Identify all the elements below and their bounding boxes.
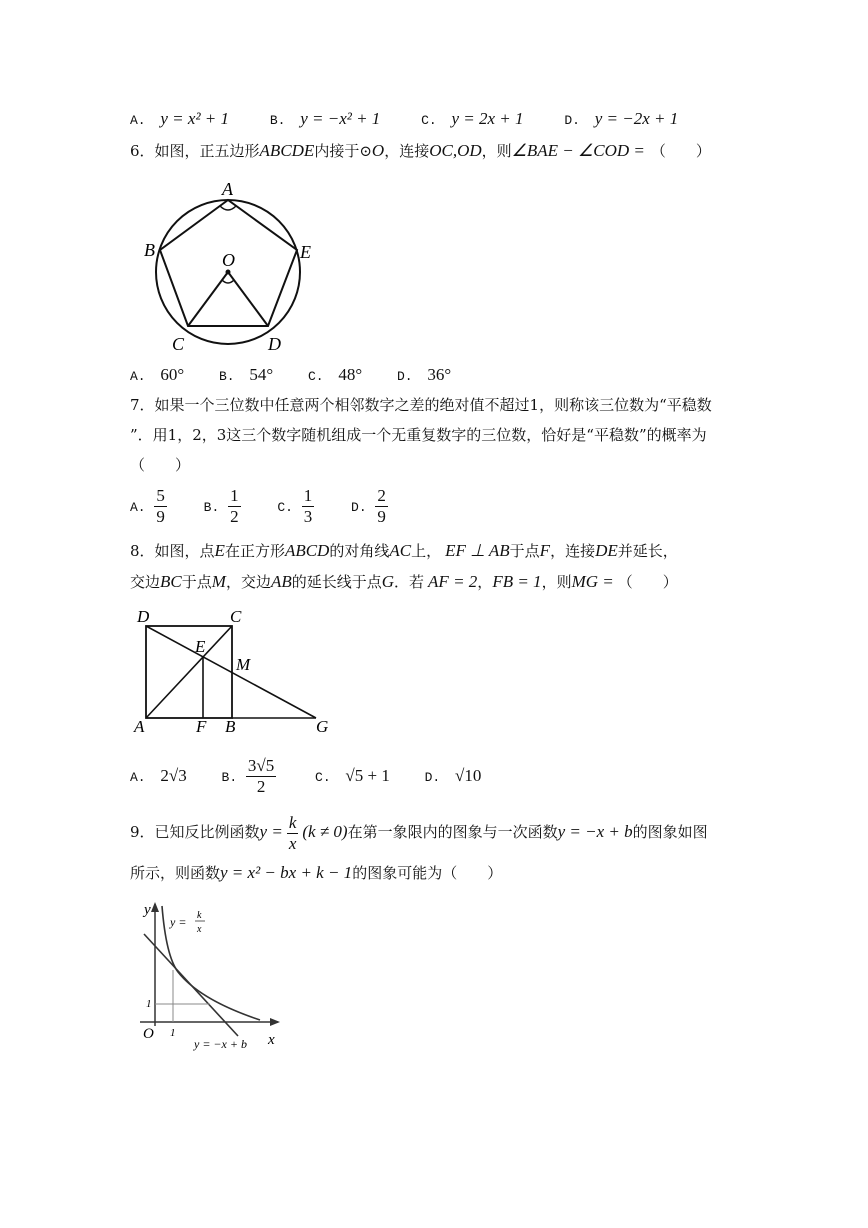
q7-stem-line1: 7．如果一个三位数中任意两个相邻数字之差的绝对值不超过1，则称该三位数为“平稳数 bbox=[130, 396, 712, 414]
q7-option-c-num: 1 bbox=[303, 486, 313, 505]
q8-l1-m1: E bbox=[214, 541, 225, 560]
q9-label-one-y: 1 bbox=[146, 998, 152, 1010]
q8-l2-m7: MG = bbox=[571, 572, 614, 591]
q6-option-d-label: D. bbox=[396, 369, 413, 384]
q5-option-d-label: D. bbox=[564, 113, 580, 128]
q5-option-b: y = −x² + 1 bbox=[300, 109, 381, 128]
q6-stem bbox=[130, 140, 711, 162]
q8-option-b-num: 3√5 bbox=[247, 756, 275, 775]
q7-option-b-label: B. bbox=[203, 499, 220, 515]
q6-option-a-label: A. bbox=[130, 369, 146, 384]
q9-stem-line2 bbox=[130, 862, 502, 884]
q5-option-c: y = 2x + 1 bbox=[451, 109, 524, 128]
q6-option-c-label: C. bbox=[307, 369, 324, 384]
q9-label-x: x bbox=[268, 1032, 275, 1048]
q8-l1-e: 于点 bbox=[509, 542, 540, 560]
q7-option-a-num: 5 bbox=[156, 486, 165, 505]
q8-label-f: F bbox=[196, 717, 207, 736]
q6-stem-math2: O bbox=[371, 141, 385, 160]
q6-option-d: 36° bbox=[427, 365, 452, 384]
q7-option-d-den: 9 bbox=[377, 507, 386, 526]
q9-l1-m3: y = −x + b bbox=[557, 822, 633, 841]
q6-label-e: E bbox=[300, 242, 311, 262]
q8-label-b: B bbox=[225, 717, 236, 736]
q9-l1-a: 9．已知反比例函数 bbox=[130, 823, 260, 841]
q6-label-d: D bbox=[268, 334, 281, 354]
q6-center-dot bbox=[226, 270, 231, 275]
q6-option-b: 54° bbox=[249, 365, 274, 384]
q8-l2-d: 的延长线于点 bbox=[291, 573, 382, 591]
q8-options bbox=[130, 756, 481, 797]
q7-stem-line2: ”．用1，2，3这三个数字随机组成一个无重复数字的三位数，恰好是“平稳数”的概率为 bbox=[130, 426, 707, 444]
q9-l1-fraction bbox=[287, 813, 299, 854]
q5-option-c-label: C. bbox=[421, 113, 437, 128]
q9-linear-line bbox=[144, 934, 238, 1036]
q9-l1-c: 的图象如图 bbox=[632, 823, 708, 841]
q9-l1-m2: (k ≠ 0) bbox=[302, 822, 348, 841]
q8-l2-b: 于点 bbox=[181, 573, 212, 591]
q9-l2-a: 所示，则函数 bbox=[130, 864, 221, 882]
q8-l2-m6: FB = 1 bbox=[492, 572, 542, 591]
q7-option-b-num: 1 bbox=[230, 486, 239, 505]
q8-segment-dg bbox=[146, 626, 316, 718]
q7-option-c-den: 3 bbox=[303, 507, 313, 526]
q8-l2-m5: AF = 2 bbox=[428, 572, 478, 591]
q9-x-axis-arrow bbox=[270, 1018, 280, 1026]
q9-curve-label-lhs: y = bbox=[170, 915, 187, 929]
q7-option-c-label: C. bbox=[277, 499, 293, 515]
q9-stem-line1 bbox=[130, 812, 708, 854]
q8-option-b-label: B. bbox=[221, 769, 238, 785]
q9-l1-m1: y = bbox=[259, 822, 283, 841]
q7-option-b-fraction bbox=[228, 486, 241, 527]
q9-l1-b: 在第一象限内的图象与一次函数 bbox=[347, 823, 558, 841]
q8-l1-f: ，连接 bbox=[550, 542, 596, 560]
q8-l2-m1: BC bbox=[160, 572, 182, 591]
q8-l2-h: （ ） bbox=[617, 573, 678, 591]
q7-option-d-num: 2 bbox=[377, 486, 386, 505]
q8-option-d: √10 bbox=[455, 765, 482, 785]
q8-l1-m5: F bbox=[539, 541, 551, 560]
q9-l2-m1: y = x² − bx + k − 1 bbox=[220, 863, 353, 882]
q6-option-b-label: B. bbox=[218, 369, 235, 384]
q8-l1-c: 的对角线 bbox=[329, 542, 390, 560]
q9-line-label: y = −x + b bbox=[194, 1037, 247, 1051]
q8-label-c: C bbox=[230, 607, 242, 626]
q6-stem-mid2: ，连接 bbox=[384, 142, 430, 160]
q6-stem-math3: OC,OD bbox=[429, 141, 482, 160]
q8-option-c: √5 + 1 bbox=[345, 765, 390, 785]
q8-l2-g: ，则 bbox=[541, 573, 572, 591]
q5-options bbox=[130, 108, 678, 132]
q9-curve-label-den: x bbox=[197, 924, 202, 935]
q6-label-c: C bbox=[172, 334, 185, 354]
q5-option-a: y = x² + 1 bbox=[160, 109, 230, 128]
q8-l1-d: 上， bbox=[411, 542, 442, 560]
q6-label-b: B bbox=[144, 240, 155, 260]
q8-l1-m2: ABCD bbox=[284, 541, 330, 560]
q8-l2-a: 交边 bbox=[130, 573, 161, 591]
q8-l1-g: 并延长， bbox=[617, 542, 678, 560]
q8-option-a-label: A. bbox=[130, 769, 146, 785]
q6-angle-arc-a bbox=[220, 206, 236, 210]
q8-l1-m6: DE bbox=[595, 541, 618, 560]
q5-option-b-label: B. bbox=[269, 113, 286, 128]
q7-option-d-fraction bbox=[375, 486, 388, 527]
q8-stem-line2 bbox=[130, 571, 678, 593]
q6-angle-arc-o bbox=[222, 280, 234, 283]
q9-l2-b: 的图象可能为（ ） bbox=[352, 864, 503, 882]
q6-label-o: O bbox=[222, 250, 235, 270]
q8-l1-b: 在正方形 bbox=[224, 542, 285, 560]
q6-stem-math1: ABCDE bbox=[259, 141, 315, 160]
q8-square-figure bbox=[130, 606, 340, 738]
q8-l2-m4: G bbox=[381, 572, 395, 591]
q6-option-c: 48° bbox=[338, 365, 363, 384]
q7-option-b-den: 2 bbox=[230, 507, 239, 526]
q6-options bbox=[130, 364, 451, 388]
q7-option-d-label: D. bbox=[351, 499, 367, 515]
q9-curve-label-num: k bbox=[197, 910, 202, 921]
q6-stem-mid3: ，则 bbox=[481, 142, 512, 160]
q7-stem-line3: （ ） bbox=[130, 456, 191, 474]
q8-label-e: E bbox=[195, 637, 206, 656]
q5-option-d: y = −2x + 1 bbox=[594, 109, 679, 128]
q9-label-y: y bbox=[144, 902, 151, 918]
q8-option-b-den: 2 bbox=[256, 777, 266, 796]
q9-y-axis-arrow bbox=[151, 902, 159, 912]
q8-l2-m3: AB bbox=[270, 572, 292, 591]
q8-l2-m2: M bbox=[211, 572, 226, 591]
q8-l2-f: ， bbox=[477, 573, 493, 591]
q8-l1-m4: EF ⊥ AB bbox=[445, 541, 510, 560]
q5-option-a-label: A. bbox=[130, 113, 146, 128]
q9-label-origin: O bbox=[143, 1026, 154, 1042]
q9-graph-figure bbox=[130, 896, 290, 1056]
q6-stem-prefix: 6．如图，正五边形 bbox=[130, 142, 260, 160]
q8-option-b-fraction bbox=[246, 756, 276, 797]
q8-l2-e: ．若 bbox=[394, 573, 425, 591]
q6-stem-mid: 内接于⊙ bbox=[314, 142, 372, 160]
q9-l1-num: k bbox=[288, 812, 297, 832]
q6-label-a: A bbox=[222, 180, 233, 199]
q8-l1-a: 8．如图，点 bbox=[130, 542, 215, 560]
q8-label-d: D bbox=[137, 607, 150, 626]
q7-option-c-fraction bbox=[302, 486, 315, 527]
q8-stem-line1 bbox=[130, 540, 678, 562]
q8-label-a: A bbox=[134, 717, 145, 736]
q8-option-a: 2√3 bbox=[160, 765, 187, 785]
q7-option-a-den: 9 bbox=[156, 507, 165, 526]
q8-l2-c: ，交边 bbox=[225, 573, 271, 591]
q7-options bbox=[130, 486, 392, 527]
q6-option-a: 60° bbox=[160, 365, 185, 384]
q9-label-one-x: 1 bbox=[170, 1027, 176, 1039]
q6-stem-end: （ ） bbox=[650, 142, 711, 160]
q6-stem-math4: ∠BAE − ∠COD = bbox=[511, 141, 645, 160]
q8-l1-m3: AC bbox=[389, 541, 412, 560]
q8-label-g: G bbox=[316, 717, 329, 736]
q7-option-a-label: A. bbox=[130, 499, 146, 515]
q9-l1-den: x bbox=[288, 833, 297, 853]
q8-option-d-label: D. bbox=[424, 769, 441, 785]
q6-pentagon-figure bbox=[140, 180, 340, 360]
q7-option-a-fraction bbox=[154, 486, 167, 527]
q8-option-c-label: C. bbox=[315, 769, 331, 785]
q8-diagonal-ac bbox=[146, 626, 232, 718]
q8-label-m: M bbox=[236, 655, 251, 674]
